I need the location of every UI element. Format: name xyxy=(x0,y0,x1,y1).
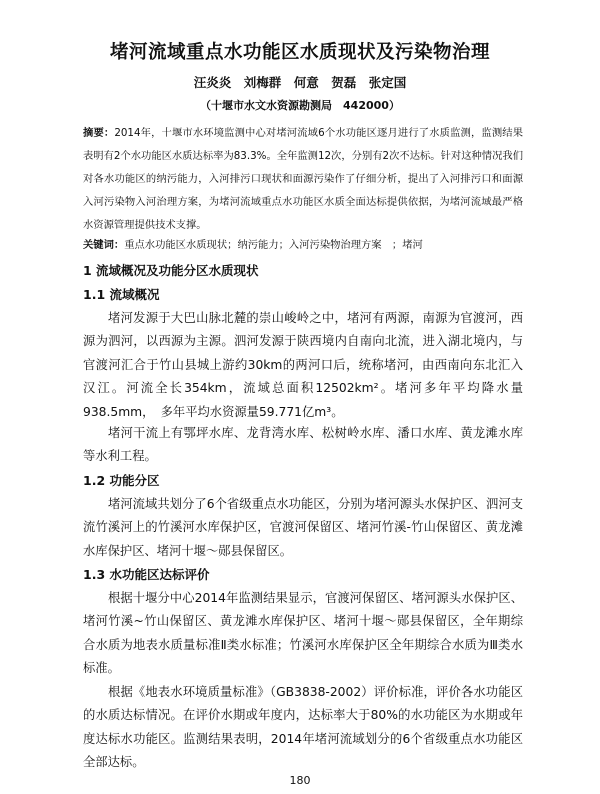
abstract-label: 摘要： xyxy=(83,127,115,139)
section-heading-1-1: 1.1 流域概况 xyxy=(83,287,160,302)
paragraph-evaluation: 根据十堰分中心2014年监测结果显示，官渡河保留区、堵河源头水保护区、堵河竹溪~竹山保留区、黄龙滩水库保护区、堵河十堰～郧县保留区，全年期综合水质为地表水质量标准Ⅱ类水标准；竹溪河水库保护区全年期综合水质为Ⅲ类水标准。 xyxy=(83,591,523,676)
section-heading-1: 1 流域概况及功能分区水质现状 xyxy=(83,263,259,278)
page-number: 180 xyxy=(289,774,311,787)
abstract xyxy=(83,122,523,237)
affiliation: （十堰市水文水资源勘测局 442000） xyxy=(200,99,400,112)
keywords-text: 重点水功能区水质现状；纳污能力；入河污染物治理方案 ；堵河 xyxy=(124,239,423,251)
paragraph-reservoirs: 堵河干流上有鄂坪水库、龙背湾水库、松树岭水库、潘口水库、黄龙滩水库等水利工程。 xyxy=(83,426,523,464)
author-list: 汪炎炎 刘梅群 何意 贺磊 张定国 xyxy=(193,75,407,90)
abstract-text: 2014年，十堰市水环境监测中心对堵河流域6个水功能区逐月进行了水质监测，监测结果表明有2个水功能区水质达标率为83.3%。全年监测12次，分别有2次不达标。针对这种情况我们对各水功能区的纳污能力，入河排污口现状和面源污染作了仔细分析，提出了入河排污口和面源入河污染物入河治理方案，为堵河流域重点水功能区水质全面达标提供依据，为堵河流域最严格水资源管理提供技术支撑。 xyxy=(83,127,524,231)
section-heading-1-3: 1.3 水功能区达标评价 xyxy=(83,567,210,582)
keywords xyxy=(83,236,523,254)
section-heading-1-2: 1.2 功能分区 xyxy=(83,473,160,488)
paragraph-function-zones: 堵河流域共划分了6个省级重点水功能区，分别为堵河源头水保护区、泗河支流竹溪河上的竹溪河水库保护区，官渡河保留区、堵河竹溪-竹山保留区、黄龙滩水库保护区、堵河十堰～郧县保留区。 xyxy=(83,497,523,558)
paragraph-basin-overview: 堵河发源于大巴山脉北麓的崇山峻岭之中，堵河有两源，南源为官渡河，西源为泗河，以西源为主源。泗河发源于陕西境内自南向北流，进入湖北境内，与官渡河汇合于竹山县城上游约30km的两河口后，统称堵河，由西南向东北汇入汉江。河流全长354km，流域总面积12502km²。堵河多年平均降水量938.5mm， 多年平均水资源量59.771亿m³。 xyxy=(83,311,523,419)
paper-title: 堵河流域重点水功能区水质现状及污染物治理 xyxy=(109,42,490,63)
keywords-label: 关键词： xyxy=(83,239,125,251)
paragraph-standard: 根据《地表水环境质量标准》（GB3838-2002）评价标准，评价各水功能区的水质达标情况。在评价水期或年度内，达标率大于80%的水功能区为水期或年度达标水功能区。监测结果表明，2014年堵河流域划分的6个省级重点水功能区全部达标。 xyxy=(83,685,523,770)
